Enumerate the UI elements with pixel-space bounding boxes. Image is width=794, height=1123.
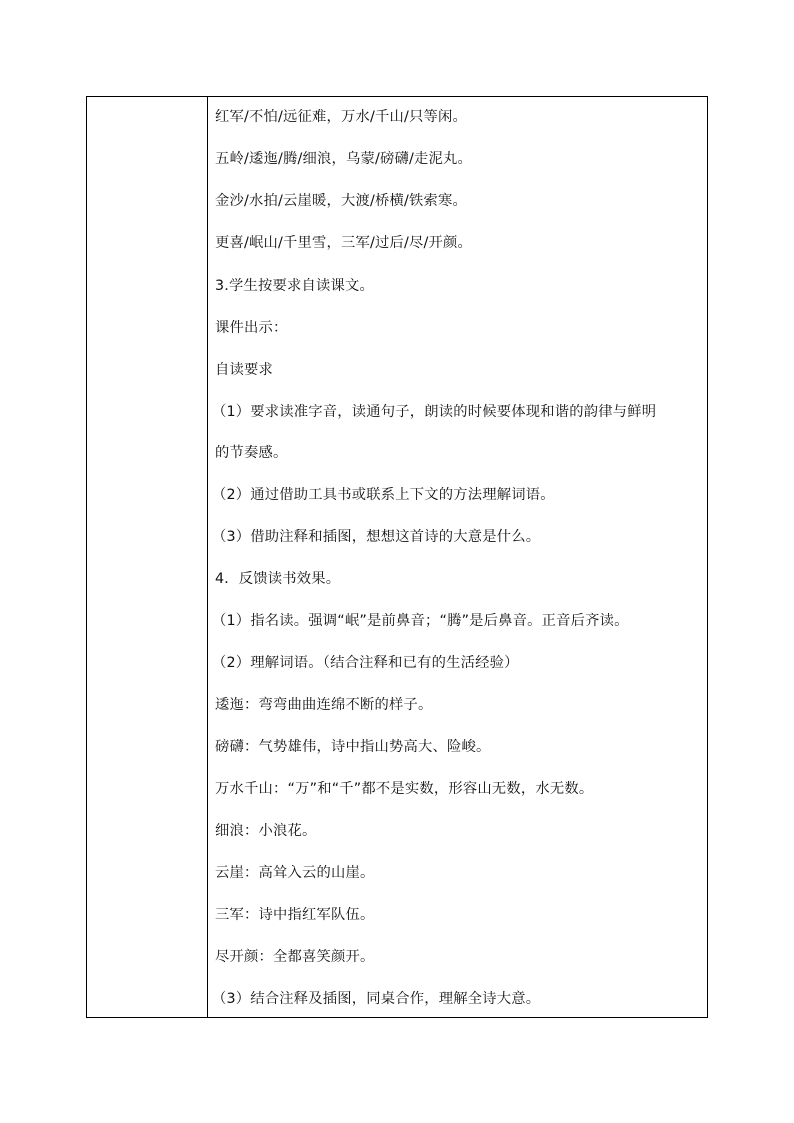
feedback-3: （3）结合注释及插图，同桌合作，理解全诗大意。 — [212, 991, 541, 1007]
feedback-2: （2）理解词语。（结合注释和已有的生活经验） — [212, 655, 519, 671]
lesson-table — [86, 96, 708, 1018]
vocab-pangbo: 磅礴：气势雄伟，诗中指山势高大、险峻。 — [215, 739, 491, 755]
vocab-wanshui-qianshan: 万水千山：“万”和“千”都不是实数，形容山无数，水无数。 — [215, 781, 594, 797]
vocab-xilang: 细浪：小浪花。 — [215, 823, 317, 839]
step-3-heading: 3.学生按要求自读课文。 — [215, 278, 375, 294]
step-4-heading: 4．反馈读书效果。 — [215, 571, 341, 587]
feedback-1: （1）指名读。强调“岷”是前鼻音；“腾”是后鼻音。正音后齐读。 — [212, 613, 629, 629]
poem-line-2: 五岭/逶迤/腾/细浪，乌蒙/磅礴/走泥丸。 — [215, 151, 473, 167]
requirement-2: （2）通过借助工具书或联系上下文的方法理解词语。 — [212, 487, 555, 503]
poem-line-3: 金沙/水拍/云崖暖，大渡/桥横/铁索寒。 — [215, 193, 468, 209]
poem-line-4: 更喜/岷山/千里雪，三军/过后/尽/开颜。 — [215, 235, 473, 251]
requirement-1-line-1: （1）要求读准字音，读通句子，朗读的时候要体现和谐的韵律与鲜明 — [212, 404, 657, 420]
requirement-1-line-2: 的节奏感。 — [215, 445, 288, 461]
left-column-cell — [87, 97, 208, 1017]
reading-requirements-title: 自读要求 — [215, 362, 273, 378]
vocab-weiyi: 逶迤：弯弯曲曲连绵不断的样子。 — [215, 697, 433, 713]
vocab-yunya: 云崖：高耸入云的山崖。 — [215, 865, 375, 881]
courseware-label: 课件出示： — [215, 320, 288, 336]
vocab-sanjun: 三军：诗中指红军队伍。 — [215, 907, 375, 923]
vocab-jinkaiyan: 尽开颜：全都喜笑颜开。 — [215, 949, 375, 965]
requirement-3: （3）借助注释和插图，想想这首诗的大意是什么。 — [212, 529, 541, 545]
poem-line-1: 红军/不怕/远征难，万水/千山/只等闲。 — [215, 109, 468, 125]
content-column-cell — [208, 97, 707, 1017]
